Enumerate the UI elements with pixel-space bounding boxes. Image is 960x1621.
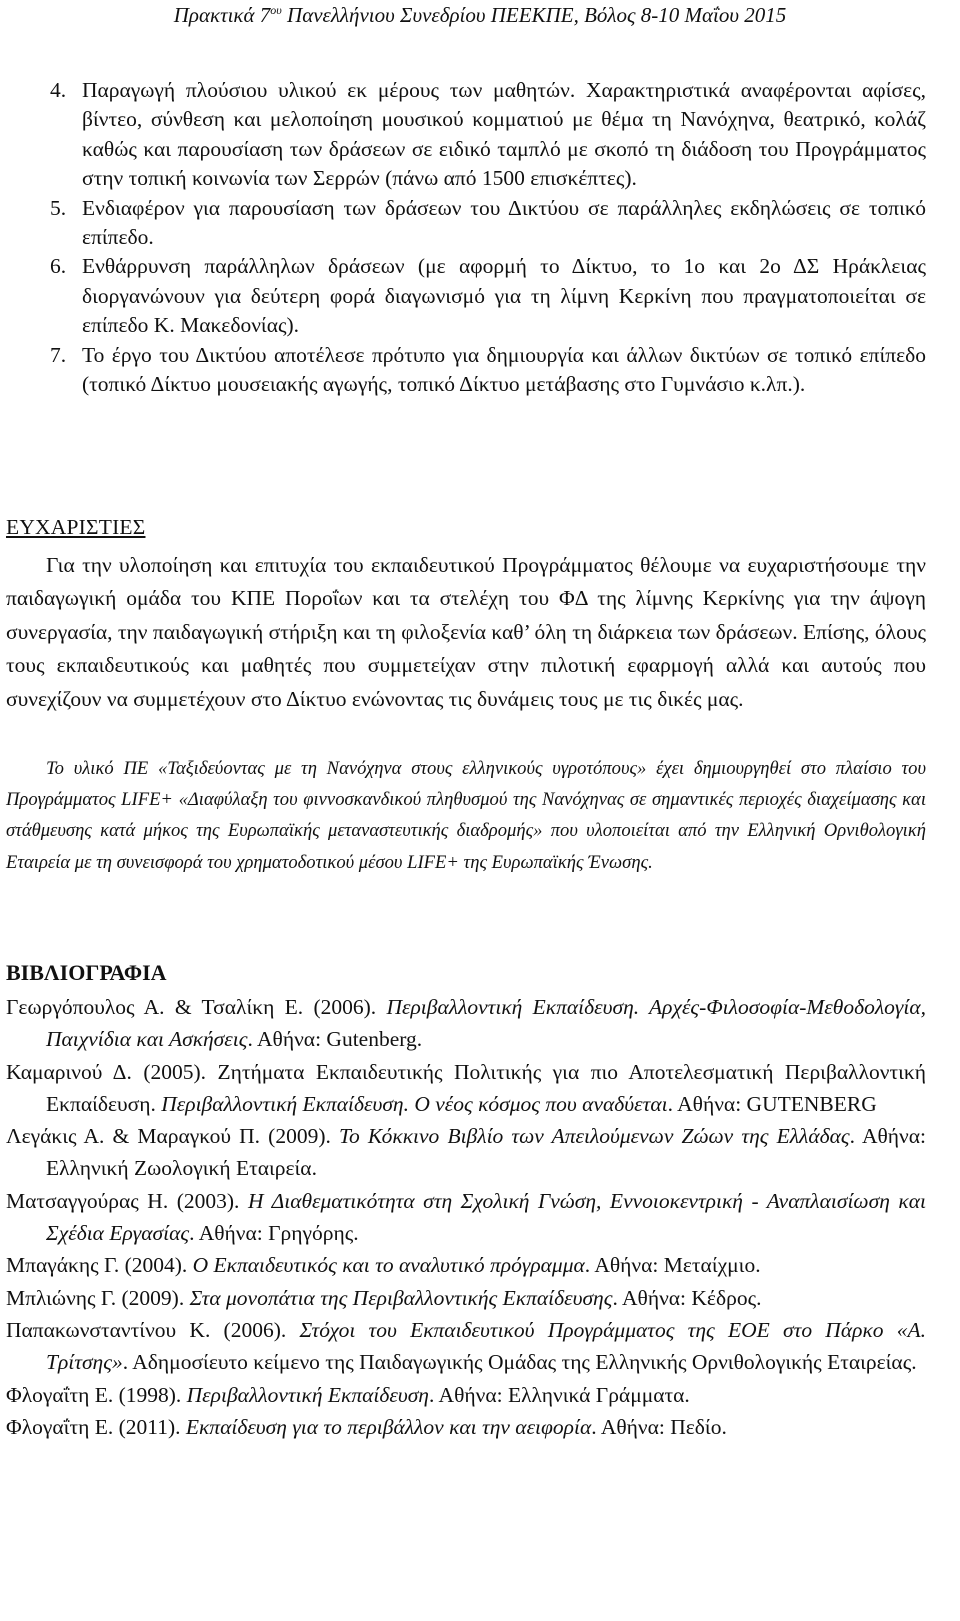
numbered-list [50, 76, 926, 399]
header-superscript: ου [270, 3, 282, 17]
list-item [50, 194, 926, 253]
reference-entry [6, 1120, 926, 1185]
reference-publisher: . Αθήνα: GUTENBERG [667, 1091, 877, 1116]
reference-publisher: . Αθήνα: Κέδρος. [612, 1285, 762, 1310]
header-suffix: Πανελλήνιου Συνεδρίου ΠΕΕΚΠΕ, Βόλος 8-10 Μαΐου 2015 [281, 3, 787, 27]
reference-title: Το Κόκκινο Βιβλίο των Απειλούμενων Ζώων της Ελλάδας [339, 1124, 850, 1149]
reference-author: Μπλιώνης Γ. (2009). [6, 1285, 190, 1310]
reference-author: Γεωργόπουλος Α. & Τσαλίκη Ε. (2006). [6, 995, 387, 1019]
reference-title: Στόχοι του Εκπαιδευτικού Προγράμματος της ΕΟΕ στο Πάρκο «Α. Τρίτσης» [46, 1317, 927, 1375]
header-prefix: Πρακτικά 7 [173, 3, 271, 27]
reference-publisher: . Αθήνα: Gutenberg. [247, 1027, 423, 1052]
reference-author: Παπακωνσταντίνου Κ. (2006). [6, 1317, 300, 1342]
list-item [50, 76, 926, 194]
reference-title: Εκπαίδευση για το περιβάλλον και την αειφορία [185, 1414, 592, 1439]
list-item-text: Το έργο του Δικτύου αποτέλεσε πρότυπο για δημιουργία και άλλων δικτύων σε τοπικό επίπεδο (τοπικό Δίκτυο μουσειακής αγωγής, τοπικό Δίκτυο μετάβασης στο Γυμνάσιο κ.λπ.). [82, 342, 926, 397]
reference-entry [6, 1282, 926, 1314]
reference-author: Φλογαΐτη Ε. (1998). [6, 1382, 187, 1407]
list-item-number: 7. [50, 342, 67, 367]
list-item-number: 5. [50, 195, 67, 220]
reference-title: Η Διαθεματικότητα στη Σχολική Γνώση, Εννοιοκεντρική - Αναπλαισίωση και Σχέδια Εργασίας [46, 1188, 926, 1246]
bibliography-heading: ΒΙΒΛΙΟΓΡΑΦΙΑ [6, 960, 167, 985]
reference-title: Περιβαλλοντική Εκπαίδευση. Αρχές-Φιλοσοφία-Μεθοδολογία, Παιχνίδια και Ασκήσεις [46, 995, 926, 1052]
reference-publisher: . Αθήνα: Ελληνικά Γράμματα. [428, 1382, 690, 1407]
reference-entry [6, 1185, 926, 1250]
reference-publisher: . Αθήνα: Ελληνική Ζωολογική Εταιρεία. [46, 1124, 926, 1181]
reference-entry [6, 1411, 926, 1443]
list-item-number: 4. [50, 78, 67, 102]
acknowledgements-heading: ΕΥΧΑΡΙΣΤΙΕΣ [6, 515, 146, 539]
list-item [50, 341, 926, 400]
reference-entry [6, 1249, 926, 1281]
list-item-text: Ενθάρρυνση παράλληλων δράσεων (με αφορμή το Δίκτυο, το 1ο και 2ο ΔΣ Ηράκλειας διοργανώνουν για δεύτερη φορά διαγωνισμό για τη λίμνη Κερκίνη που πραγματοποιείται σε επίπεδο Κ. Μακεδονίας). [82, 254, 926, 338]
reference-author: Καμαρινού Δ. (2005). Ζητήματα Εκπαιδευτικής Πολιτικής για πιο Αποτελεσματική Περιβαλλοντική Εκπαίδευση. [6, 1059, 926, 1116]
reference-entry [6, 1379, 926, 1411]
reference-entry [6, 1314, 926, 1379]
reference-title: Στα μονοπάτια της Περιβαλλοντικής Εκπαίδευσης [189, 1285, 613, 1310]
acknowledgements-section [6, 513, 926, 716]
reference-author: Λεγάκις Α. & Μαραγκού Π. (2009). [6, 1124, 340, 1149]
reference-title: Ο Εκπαιδευτικός και το αναλυτικό πρόγραμμα [192, 1253, 585, 1278]
reference-author: Μπαγάκης Γ. (2004). [6, 1253, 193, 1278]
acknowledgements-text: Για την υλοποίηση και επιτυχία του εκπαιδευτικού Προγράμματος θέλουμε να ευχαριστήσουμε την παιδαγωγική ομάδα του ΚΠΕ Ποροΐων και τα στελέχη του ΦΔ της λίμνης Κερκίνης για την άψογη συνεργασία, την παιδαγωγική στήριξη και τη φιλοξενία καθ’ όλη τη διάρκεια των δράσεων. Επίσης, όλους τους εκπαιδευτικούς και μαθητές που συμμετείχαν στην πιλοτική εφαρμογή αλλά και αυτούς που συνεχίζουν να συμμετέχουν στο Δίκτυο ενώνοντας τις δυνάμεις τους με τις δικές μας. [6, 553, 926, 711]
reference-title: Περιβαλλοντική Εκπαίδευση [186, 1382, 429, 1407]
reference-entry [6, 991, 926, 1056]
reference-publisher: . Αθήνα: Γρηγόρης. [189, 1221, 359, 1246]
list-item-number: 6. [50, 254, 67, 279]
funding-note: Το υλικό ΠΕ «Ταξιδεύοντας με τη Νανόχηνα στους ελληνικούς υγροτόπους» έχει δημιουργηθεί στο πλαίσιο του Προγράμματος LIFE+ «Διαφύλαξη του φιννοσκανδικού πληθυσμού της Νανόχηνας σε σημαντικές περιοχές διαχείμασης και στάθμευσης κατά μήκος της Ευρωπαϊκής μεταναστευτικής διαδρομής» που υλοποιείται από την Ελληνική Ορνιθολογική Εταιρεία με τη συνεισφορά του χρηματοδοτικού μέσου LIFE+ της Ευρωπαϊκής Ένωσης. [6, 758, 926, 873]
list-item [50, 252, 926, 340]
reference-author: Ματσαγγούρας Η. (2003). [6, 1188, 248, 1213]
reference-publisher: . Αθήνα: Πεδίο. [591, 1414, 727, 1439]
reference-title: Περιβαλλοντική Εκπαίδευση. Ο νέος κόσμος που αναδύεται [161, 1091, 668, 1116]
list-item-text: Παραγωγή πλούσιου υλικού εκ μέρους των μαθητών. Χαρακτηριστικά αναφέρονται αφίσες, βίντεο, σύνθεση και μελοποίηση μουσικού κομματιού με θέμα τη Νανόχηνα, θεατρικό, κολάζ καθώς και παρουσίαση των δράσεων σε ειδικό ταμπλό με σκοπό τη διάδοση του Προγράμματος στην τοπική κοινωνία των Σερρών (πάνω από 1500 επισκέπτες). [82, 78, 926, 191]
bibliography-section [6, 955, 926, 1443]
reference-author: Φλογαΐτη Ε. (2011). [6, 1414, 186, 1439]
reference-publisher: . Αθήνα: Μεταίχμιο. [584, 1253, 761, 1278]
reference-publisher: . Αδημοσίευτο κείμενο της Παιδαγωγικής Ομάδας της Ελληνικής Ορνιθολογικής Εταιρείας. [122, 1350, 917, 1375]
running-header [0, 2, 960, 28]
reference-entry [6, 1056, 926, 1121]
list-item-text: Ενδιαφέρον για παρουσίαση των δράσεων του Δικτύου σε παράλληλες εκδηλώσεις σε τοπικό επίπεδο. [82, 195, 926, 250]
